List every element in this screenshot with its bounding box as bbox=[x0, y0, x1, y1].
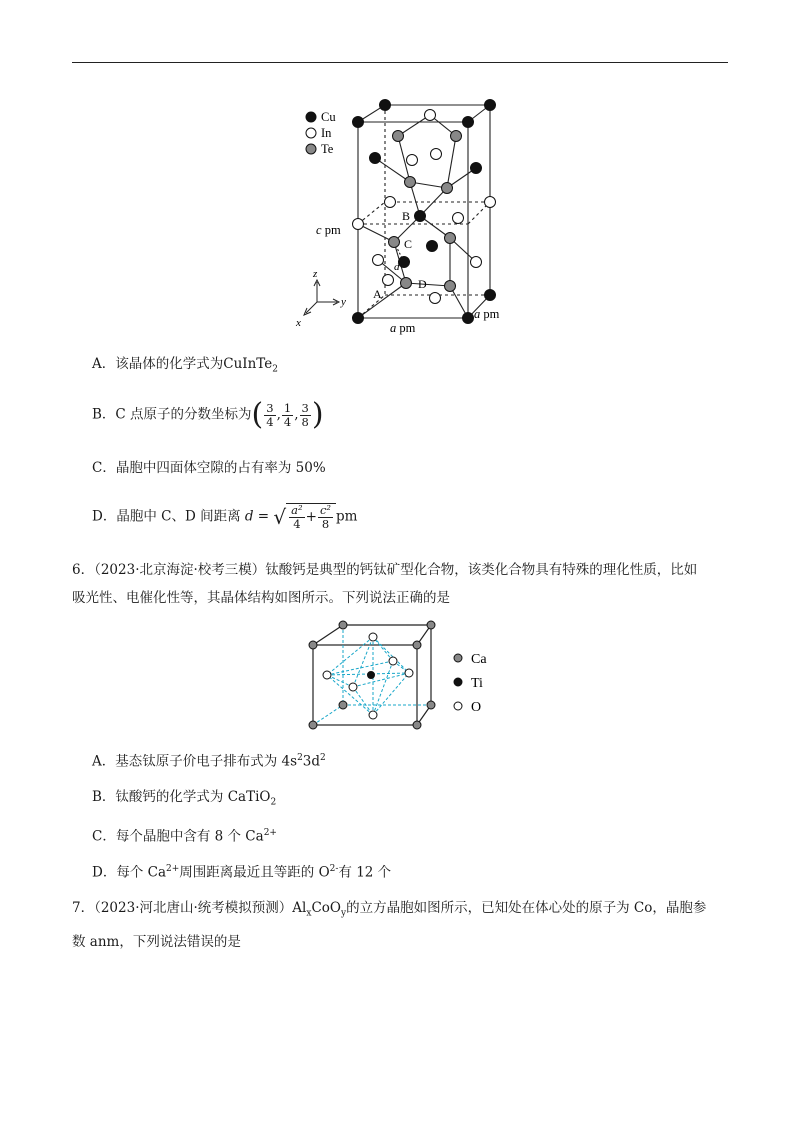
legend-cu: Cu bbox=[321, 110, 336, 124]
svg-text:a pm bbox=[474, 307, 500, 321]
legend-o: O bbox=[471, 700, 482, 715]
question-7: 7．（2023·河北唐山·统考模拟预测）$Al_xCoO_y$的立方晶胞如图所示，已知处在体心处的原子为 Co，晶胞参 数 anm，下列说法错误的是 bbox=[72, 900, 707, 950]
q5-option-c: C．晶胞中四面体空隙的占有率为 50% bbox=[92, 460, 326, 476]
axes-indicator bbox=[304, 280, 339, 315]
q6-option-b: B．钛酸钙的化学式为 CaTiO$_2$ bbox=[92, 789, 277, 808]
q5-option-d: D．晶胞中 C、D 间距离 d = √ $\frac{\text{a²}}{4}$ + $\frac{\text{c²}}{8}$ pm bbox=[92, 503, 358, 531]
legend-ca: Ca bbox=[471, 652, 487, 667]
label-a-right: a bbox=[474, 307, 481, 321]
q6-option-c: C．每个晶胞中含有 8 个 $Ca^{2+}$ bbox=[92, 828, 277, 845]
q6-option-d: D．每个 $Ca^{2+}$周围距离最近且等距的 $O^{2-}$有 12 个 bbox=[92, 864, 392, 881]
label-c-unit: pm bbox=[321, 223, 341, 237]
header-rule bbox=[72, 62, 728, 63]
legend-ti: Ti bbox=[471, 676, 483, 691]
label-a-point: A bbox=[373, 287, 382, 301]
axis-y: y bbox=[341, 296, 346, 308]
legend-in: In bbox=[321, 126, 332, 140]
label-distance-d: d bbox=[394, 261, 400, 273]
label-d-point: D bbox=[418, 277, 427, 291]
q5-option-a: A．该晶体的化学式为CuInTe$_2$ bbox=[92, 356, 278, 375]
fig1-legend bbox=[306, 110, 336, 156]
label-a-bottom-unit: pm bbox=[396, 321, 416, 335]
label-b: B bbox=[402, 209, 411, 223]
axis-z: z bbox=[313, 268, 318, 280]
q6-option-a: A．基态钛原子价电子排布式为 $4s^23d^2$ bbox=[92, 753, 326, 770]
question-6: 6．（2023·北京海淀·校考三模）钛酸钙是典型的钙钛矿型化合物，该类化合物具有特殊的理化性质，比如 吸光性、电催化性等，其晶体结构如图所示。下列说法正确的是 bbox=[72, 562, 698, 606]
legend-te: Te bbox=[321, 142, 334, 156]
cuinte2-crystal-figure bbox=[290, 90, 510, 340]
svg-text:a pm bbox=[390, 321, 416, 335]
label-c-point: C bbox=[404, 237, 413, 251]
perovskite-crystal-figure bbox=[305, 615, 510, 737]
label-c: c bbox=[316, 223, 322, 237]
svg-text:c pm bbox=[316, 223, 341, 237]
label-a-right-unit: pm bbox=[480, 307, 500, 321]
q5-option-b: B．C 点原子的分数坐标为( $\frac{3}{4}$ , $\frac{1}{4}$ , $\frac{3}{8}$ ) bbox=[92, 397, 324, 432]
label-a-bottom: a bbox=[390, 321, 397, 335]
axis-x: x bbox=[296, 317, 301, 329]
fig2-legend bbox=[454, 652, 487, 715]
